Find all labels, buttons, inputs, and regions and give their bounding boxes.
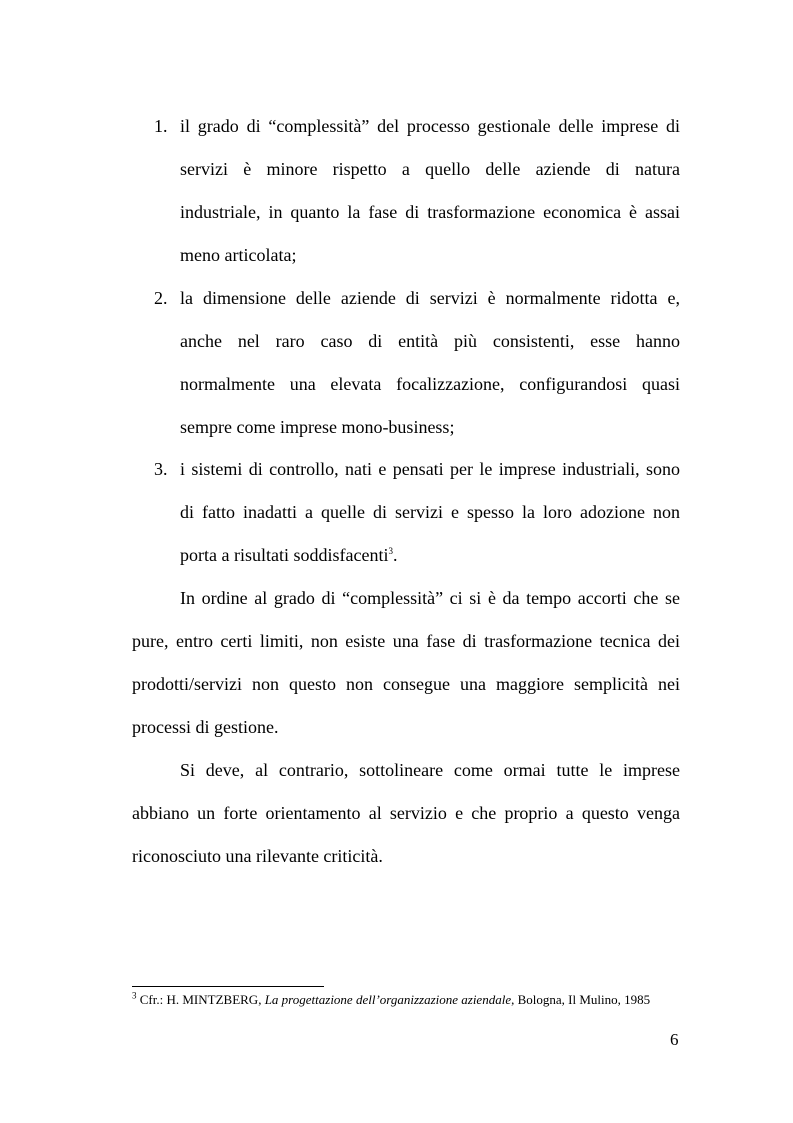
list-item-2-line-1: la dimensione delle aziende di servizi è normalmente ridotta e, [180, 288, 680, 308]
list-item-2-line-4: sempre come imprese mono-business; [180, 417, 455, 437]
paragraph-2-line-1: Si deve, al contrario, sottolineare come ormai tutte le imprese [180, 760, 680, 780]
list-number: 2. [154, 288, 168, 308]
list-item-2-line-2: anche nel raro caso di entità più consistenti, esse hanno [180, 331, 680, 351]
paragraph-2-line-2: abbiano un forte orientamento al servizio e che proprio a questo venga [132, 803, 680, 823]
footnote-separator [132, 986, 324, 987]
footnote-suffix: , Bologna, Il Mulino, 1985 [511, 992, 651, 1007]
list-item-1-line-4: meno articolata; [180, 245, 297, 265]
paragraph-1-line-4: processi di gestione. [132, 717, 279, 737]
paragraph-1-line-1: In ordine al grado di “complessità” ci si è da tempo accorti che se [180, 588, 680, 608]
list-item-3-line-3-tail: . [392, 545, 398, 565]
list-item-2-line-3: normalmente una elevata focalizzazione, configurandosi quasi [180, 374, 680, 394]
footnote-title: La progettazione dell’organizzazione aziendale [264, 992, 512, 1007]
paragraph-1-line-2: pure, entro certi limiti, non esiste una fase di trasformazione tecnica dei [132, 631, 680, 651]
footnote-reference[interactable]: 3 [388, 546, 393, 556]
footnote-mark: 3 [132, 990, 137, 1001]
list-item-3-line-3-text: porta a risultati soddisfacenti [180, 545, 389, 565]
paragraph-2-line-3: riconosciuto una rilevante criticità. [132, 846, 383, 866]
paragraph-1-line-3: prodotti/servizi non questo non consegue una maggiore semplicità nei [132, 674, 680, 694]
list-item-1-line-2: servizi è minore rispetto a quello delle aziende di natura [180, 159, 680, 179]
list-number: 3. [154, 459, 168, 479]
page-number: 6 [670, 1030, 679, 1049]
list-item-3-line-3 [180, 545, 397, 566]
footnote-prefix: Cfr.: H. MINTZBERG, [136, 992, 265, 1007]
list-item-1-line-1: il grado di “complessità” del processo gestionale delle imprese di [180, 116, 680, 136]
list-item-3-line-2: di fatto inadatti a quelle di servizi e spesso la loro adozione non [180, 502, 680, 522]
list-number: 1. [154, 116, 168, 136]
list-item-1-line-3: industriale, in quanto la fase di trasformazione economica è assai [180, 202, 680, 222]
footnote [132, 992, 650, 1008]
list-item-3-line-1: i sistemi di controllo, nati e pensati per le imprese industriali, sono [180, 459, 680, 479]
